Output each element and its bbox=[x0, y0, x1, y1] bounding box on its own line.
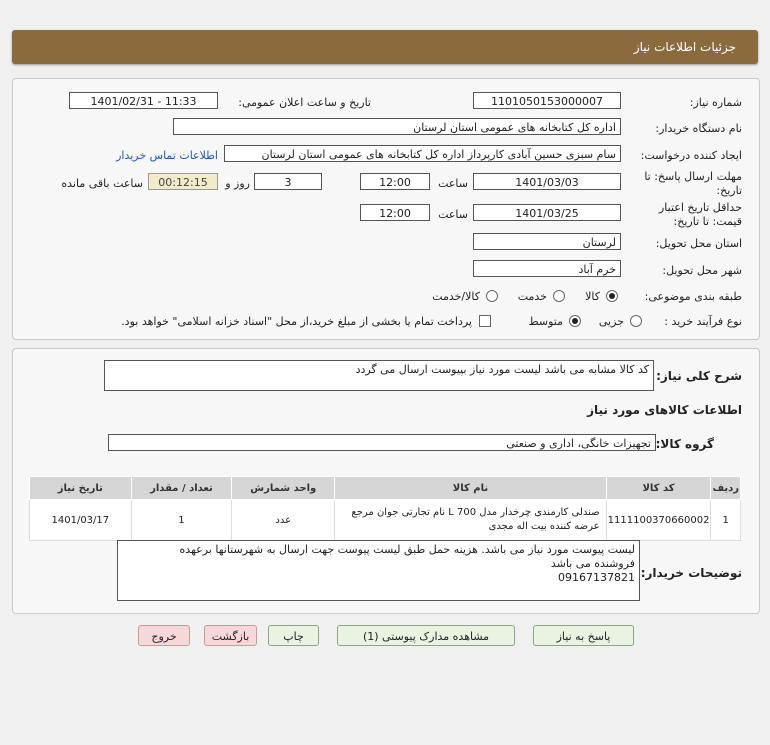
view-attachments-button[interactable]: مشاهده مدارک پیوستی (1) bbox=[337, 625, 515, 646]
treasury-payment-note: پرداخت تمام یا بخشی از مبلغ خرید،از محل "اسناد خزانه اسلامی" خواهد بود. bbox=[121, 315, 472, 328]
need-number-label: شماره نیاز: bbox=[689, 96, 742, 109]
buyer-notes-field bbox=[117, 540, 640, 601]
announce-field: 1401/02/31 - 11:33 bbox=[69, 92, 218, 109]
print-button[interactable]: چاپ bbox=[268, 625, 319, 646]
goods-info-title: اطلاعات کالاهای مورد نیاز bbox=[587, 403, 742, 417]
deadline-label-2: تاریخ: bbox=[716, 184, 742, 197]
validity-label-2: قیمت: تا تاریخ: bbox=[673, 215, 742, 228]
validity-time-field: 12:00 bbox=[360, 204, 430, 221]
goods-group-label: گروه کالا: bbox=[655, 437, 714, 451]
validity-date-field: 1401/03/25 bbox=[473, 204, 621, 221]
back-button[interactable]: بازگشت bbox=[204, 625, 257, 646]
buyer-org-field: اداره کل کتابخانه های عمومی استان لرستان bbox=[173, 118, 621, 135]
summary-field: کد کالا مشابه می باشد لیست مورد نیاز بپیوست ارسال می گردد bbox=[104, 360, 654, 391]
category-goods-service-radio[interactable] bbox=[486, 290, 498, 302]
col-row-number: ردیف bbox=[711, 477, 741, 500]
cell-goods-code: 1111100370660002 bbox=[606, 500, 711, 541]
reply-to-need-button[interactable]: پاسخ به نیاز bbox=[533, 625, 634, 646]
cell-quantity: 1 bbox=[131, 500, 232, 541]
requester-label: ایجاد کننده درخواست: bbox=[640, 149, 742, 162]
col-unit: واحد شمارش bbox=[232, 477, 335, 500]
validity-label-1: حداقل تاریخ اعتبار bbox=[658, 201, 742, 214]
process-minor-radio[interactable] bbox=[630, 315, 642, 327]
buyer-org-label: نام دستگاه خریدار: bbox=[655, 122, 742, 135]
category-goods-service-label: کالا/خدمت bbox=[432, 290, 480, 303]
goods-group-field: تجهیزات خانگی، اداری و صنعتی bbox=[108, 434, 656, 451]
category-label: طبقه بندی موضوعی: bbox=[644, 290, 742, 303]
remaining-label: ساعت باقی مانده bbox=[61, 177, 143, 190]
process-minor-label: جزیی bbox=[598, 315, 624, 328]
treasury-payment-checkbox[interactable] bbox=[479, 315, 491, 327]
process-label: نوع فرآیند خرید : bbox=[664, 315, 742, 328]
summary-label: شرح کلی نیاز: bbox=[656, 369, 742, 383]
cell-row-number: 1 bbox=[711, 500, 741, 541]
buyer-notes-line-1: لیست پیوست مورد نیاز می باشد. هزینه حمل طبق لیست پیوست جهت ارسال به شهرستانها برعهده bbox=[179, 543, 635, 556]
col-goods-code: کد کالا bbox=[606, 477, 711, 500]
buyer-notes-label: توضیحات خریدار: bbox=[640, 566, 742, 580]
remaining-time-field: 00:12:15 bbox=[148, 173, 218, 190]
days-field: 3 bbox=[254, 173, 322, 190]
category-goods-radio[interactable] bbox=[606, 290, 618, 302]
process-medium-radio[interactable] bbox=[569, 315, 581, 327]
contact-buyer-link[interactable]: اطلاعات تماس خریدار bbox=[116, 149, 218, 162]
deadline-label-1: مهلت ارسال پاسخ: تا bbox=[644, 170, 742, 183]
category-service-radio[interactable] bbox=[553, 290, 565, 302]
exit-button[interactable]: خروج bbox=[138, 625, 190, 646]
deadline-date-field: 1401/03/03 bbox=[473, 173, 621, 190]
page-title: جزئیات اطلاعات نیاز bbox=[633, 40, 736, 54]
announce-label: تاریخ و ساعت اعلان عمومی: bbox=[238, 96, 371, 109]
city-field: خرم آباد bbox=[473, 260, 621, 277]
table-row bbox=[30, 500, 741, 541]
col-quantity: تعداد / مقدار bbox=[131, 477, 232, 500]
province-label: استان محل تحویل: bbox=[655, 237, 742, 250]
buyer-notes-line-3: 09167137821 bbox=[558, 571, 635, 584]
validity-time-label: ساعت bbox=[438, 208, 468, 221]
page-header bbox=[12, 30, 758, 64]
city-label: شهر محل تحویل: bbox=[662, 264, 742, 277]
need-number-field: 1101050153000007 bbox=[473, 92, 621, 109]
col-need-date: تاریخ نیاز bbox=[30, 477, 132, 500]
cell-unit: عدد bbox=[232, 500, 335, 541]
deadline-time-label: ساعت bbox=[438, 177, 468, 190]
cell-goods-name: صندلی کارمندی چرخدار مدل 700 L نام تجارتی جوان مرجع عرضه کننده بیت اله مجدی bbox=[335, 500, 606, 541]
deadline-time-field: 12:00 bbox=[360, 173, 430, 190]
process-medium-label: متوسط bbox=[528, 315, 563, 328]
province-field: لرستان bbox=[473, 233, 621, 250]
category-service-label: خدمت bbox=[517, 290, 547, 303]
buyer-notes-line-2: فروشنده می باشد bbox=[550, 557, 635, 570]
cell-need-date: 1401/03/17 bbox=[30, 500, 132, 541]
requester-field: سام سبزی حسین آبادی کارپرداز اداره کل کتابخانه های عمومی استان لرستان bbox=[224, 145, 621, 162]
days-label: روز و bbox=[225, 177, 250, 190]
col-goods-name: نام کالا bbox=[335, 477, 606, 500]
goods-table-header-row bbox=[30, 477, 741, 500]
goods-table bbox=[29, 476, 741, 541]
category-goods-label: کالا bbox=[585, 290, 600, 303]
